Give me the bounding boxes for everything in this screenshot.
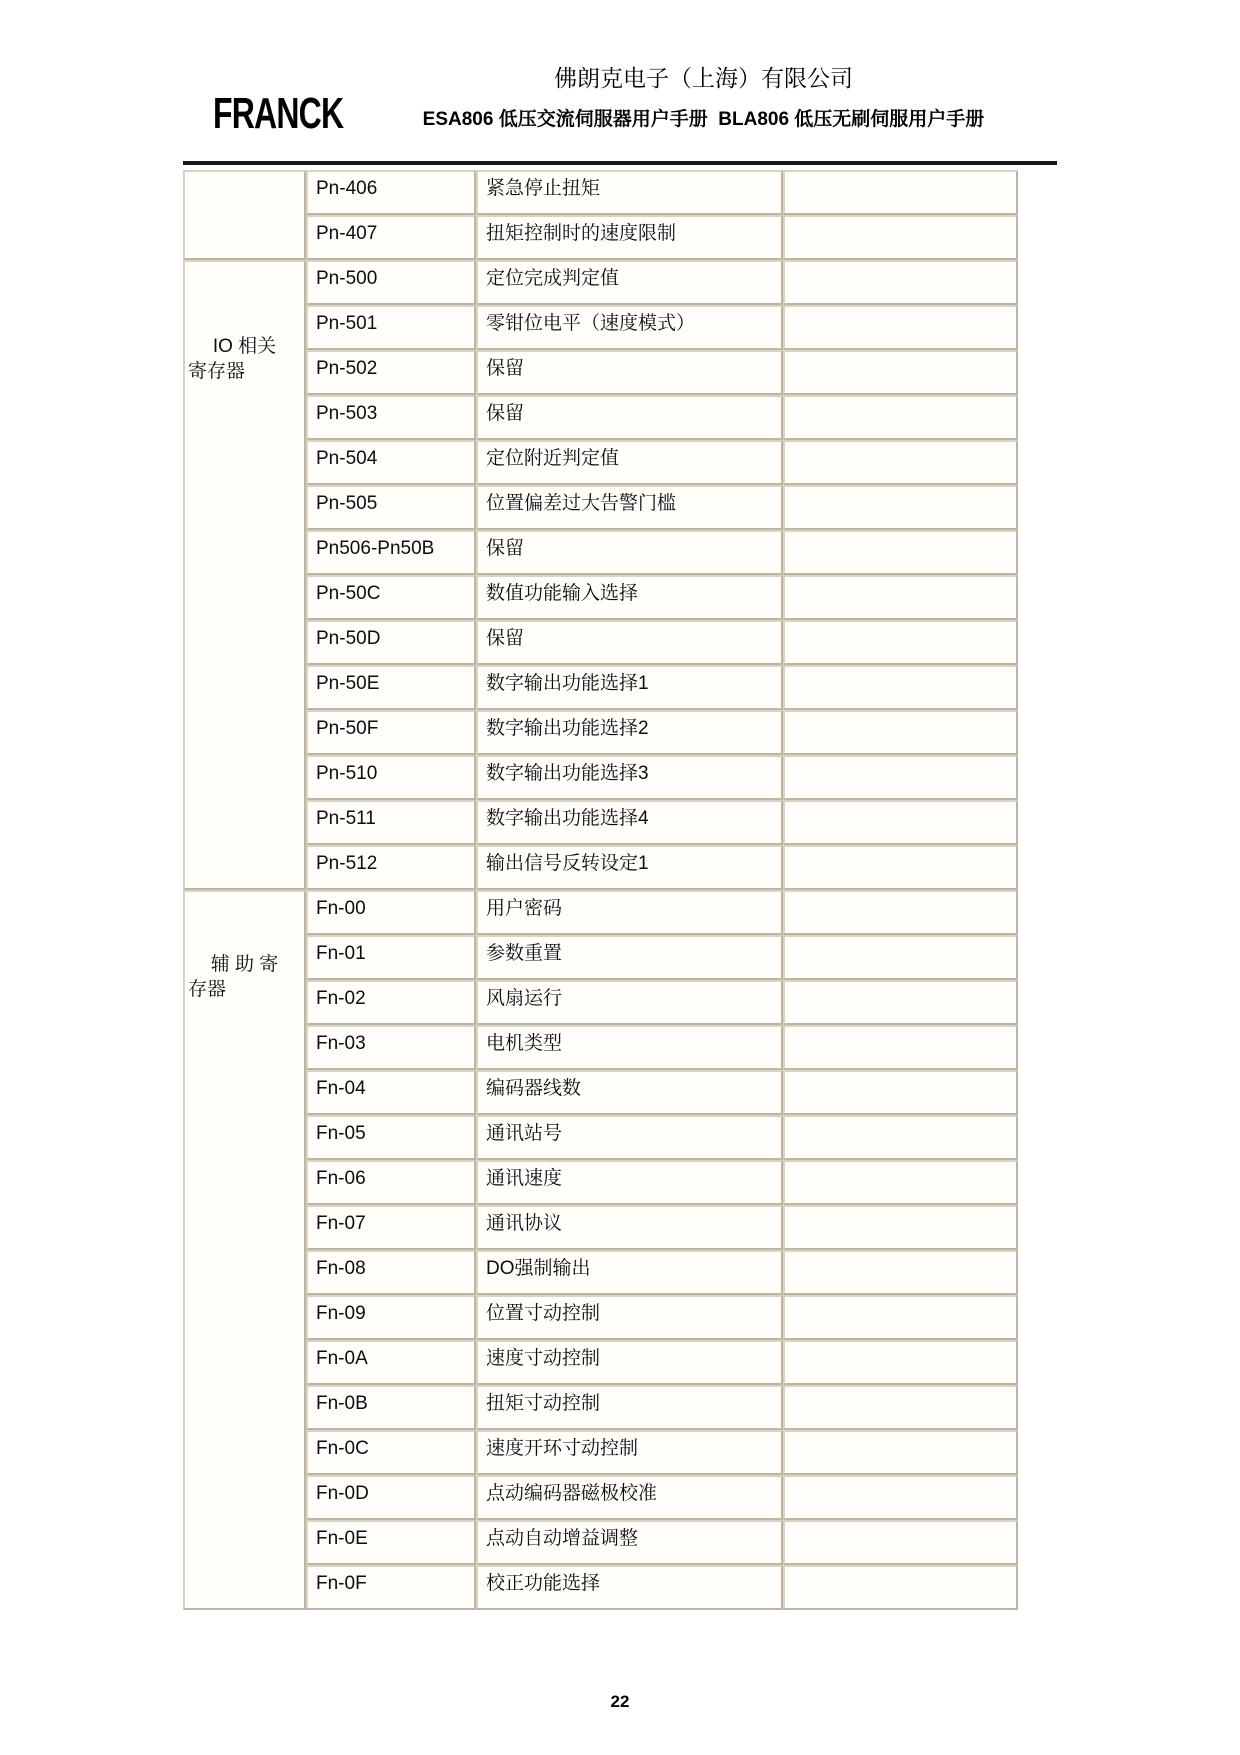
register-id-cell: Pn-504 (306, 440, 476, 485)
register-value-cell (783, 935, 1018, 980)
table-row (183, 485, 1018, 530)
register-desc-cell: 零钳位电平（速度模式） (476, 305, 783, 350)
table-row (183, 575, 1018, 620)
register-group-label-line: 存器 (188, 979, 227, 1000)
table-row (183, 170, 1018, 215)
register-id-cell: Fn-02 (306, 980, 476, 1025)
register-id-cell: Pn506-Pn50B (306, 530, 476, 575)
register-id-cell: Fn-00 (306, 890, 476, 935)
register-id-cell: Fn-01 (306, 935, 476, 980)
register-id-cell: Pn-50F (306, 710, 476, 755)
register-desc-cell: 定位完成判定值 (476, 260, 783, 305)
register-id-cell: Fn-0F (306, 1565, 476, 1610)
register-id-cell: Pn-50C (306, 575, 476, 620)
register-desc-cell: 保留 (476, 395, 783, 440)
register-desc-cell: 通讯协议 (476, 1205, 783, 1250)
register-id-cell: Fn-06 (306, 1160, 476, 1205)
register-id-cell: Pn-501 (306, 305, 476, 350)
register-value-cell (783, 1160, 1018, 1205)
table-row (183, 1205, 1018, 1250)
register-group-label (185, 892, 304, 1002)
register-value-cell (783, 260, 1018, 305)
register-group-cell (183, 170, 306, 260)
register-desc-cell: 用户密码 (476, 890, 783, 935)
table-row (183, 1430, 1018, 1475)
register-desc-cell: 紧急停止扭矩 (476, 170, 783, 215)
table-row (183, 1160, 1018, 1205)
register-desc-cell: 数字输出功能选择1 (476, 665, 783, 710)
register-value-cell (783, 845, 1018, 890)
register-id-cell: Fn-03 (306, 1025, 476, 1070)
franck-logo: FRANCK (213, 90, 344, 138)
register-id-cell: Pn-510 (306, 755, 476, 800)
page-number: 22 (610, 1692, 630, 1711)
register-value-cell (783, 1205, 1018, 1250)
register-id-cell: Fn-0C (306, 1430, 476, 1475)
register-value-cell (783, 350, 1018, 395)
table-row (183, 620, 1018, 665)
register-desc-cell: 数字输出功能选择2 (476, 710, 783, 755)
register-value-cell (783, 440, 1018, 485)
table-row (183, 350, 1018, 395)
register-desc-cell: 保留 (476, 530, 783, 575)
register-desc-cell: 通讯速度 (476, 1160, 783, 1205)
table-row (183, 935, 1018, 980)
register-desc-cell: 数值功能输入选择 (476, 575, 783, 620)
register-value-cell (783, 530, 1018, 575)
table-row (183, 1520, 1018, 1565)
table-row (183, 1385, 1018, 1430)
register-desc-cell: 点动自动增益调整 (476, 1520, 783, 1565)
register-value-cell (783, 215, 1018, 260)
register-value-cell (783, 485, 1018, 530)
register-id-cell: Fn-0B (306, 1385, 476, 1430)
register-value-cell (783, 1070, 1018, 1115)
register-value-cell (783, 1565, 1018, 1610)
register-desc-cell: 速度开环寸动控制 (476, 1430, 783, 1475)
register-id-cell: Pn-505 (306, 485, 476, 530)
table-row (183, 440, 1018, 485)
table-row (183, 1115, 1018, 1160)
register-table-body (183, 170, 1018, 1610)
register-value-cell (783, 1115, 1018, 1160)
register-desc-cell: 通讯站号 (476, 1115, 783, 1160)
register-desc-cell: 扭矩寸动控制 (476, 1385, 783, 1430)
register-value-cell (783, 170, 1018, 215)
register-value-cell (783, 980, 1018, 1025)
table-row (183, 980, 1018, 1025)
register-value-cell (783, 1295, 1018, 1340)
register-group-label (185, 262, 304, 384)
register-desc-cell: 速度寸动控制 (476, 1340, 783, 1385)
register-id-cell: Pn-503 (306, 395, 476, 440)
table-row (183, 1295, 1018, 1340)
table-row (183, 845, 1018, 890)
register-value-cell (783, 710, 1018, 755)
register-group-label-line: IO 相关 (212, 336, 277, 357)
register-desc-cell: 保留 (476, 620, 783, 665)
table-row (183, 530, 1018, 575)
register-value-cell (783, 1430, 1018, 1475)
company-name: 佛朗克电子（上海）有限公司 (554, 65, 853, 91)
register-group-label-line: 寄存器 (188, 361, 246, 382)
register-id-cell: Pn-502 (306, 350, 476, 395)
register-value-cell (783, 575, 1018, 620)
table-row (183, 890, 1018, 935)
register-desc-cell: 位置寸动控制 (476, 1295, 783, 1340)
register-desc-cell: 编码器线数 (476, 1070, 783, 1115)
table-row (183, 1070, 1018, 1115)
register-value-cell (783, 620, 1018, 665)
table-row (183, 1025, 1018, 1070)
register-id-cell: Fn-09 (306, 1295, 476, 1340)
register-desc-cell: DO强制输出 (476, 1250, 783, 1295)
register-id-cell: Pn-50D (306, 620, 476, 665)
register-value-cell (783, 1385, 1018, 1430)
register-group-cell (183, 260, 306, 890)
register-desc-cell: 输出信号反转设定1 (476, 845, 783, 890)
register-id-cell: Pn-511 (306, 800, 476, 845)
table-row (183, 1475, 1018, 1520)
register-group-label-line: 辅 助 寄 (210, 954, 279, 975)
table-row (183, 755, 1018, 800)
table-row (183, 260, 1018, 305)
register-value-cell (783, 1025, 1018, 1070)
table-row (183, 1565, 1018, 1610)
table-row (183, 1340, 1018, 1385)
register-desc-cell: 保留 (476, 350, 783, 395)
register-desc-cell: 数字输出功能选择3 (476, 755, 783, 800)
register-value-cell (783, 1250, 1018, 1295)
register-desc-cell: 点动编码器磁极校准 (476, 1475, 783, 1520)
register-id-cell: Fn-05 (306, 1115, 476, 1160)
table-row (183, 1250, 1018, 1295)
register-value-cell (783, 890, 1018, 935)
register-id-cell: Fn-04 (306, 1070, 476, 1115)
register-id-cell: Fn-0E (306, 1520, 476, 1565)
table-row (183, 305, 1018, 350)
table-row (183, 710, 1018, 755)
register-group-cell (183, 890, 306, 1610)
manual-titles: ESA806 低压交流伺服器用户手册 BLA806 低压无刷伺服用户手册 (422, 109, 985, 130)
register-id-cell: Pn-500 (306, 260, 476, 305)
register-desc-cell: 数字输出功能选择4 (476, 800, 783, 845)
register-desc-cell: 扭矩控制时的速度限制 (476, 215, 783, 260)
table-row (183, 665, 1018, 710)
register-id-cell: Pn-512 (306, 845, 476, 890)
register-value-cell (783, 305, 1018, 350)
register-desc-cell: 电机类型 (476, 1025, 783, 1070)
table-row (183, 800, 1018, 845)
register-value-cell (783, 395, 1018, 440)
register-id-cell: Fn-07 (306, 1205, 476, 1250)
register-value-cell (783, 800, 1018, 845)
register-value-cell (783, 1340, 1018, 1385)
register-desc-cell: 参数重置 (476, 935, 783, 980)
register-value-cell (783, 1520, 1018, 1565)
register-id-cell: Pn-407 (306, 215, 476, 260)
register-id-cell: Fn-0A (306, 1340, 476, 1385)
register-id-cell: Pn-50E (306, 665, 476, 710)
table-row (183, 395, 1018, 440)
register-desc-cell: 位置偏差过大告警门槛 (476, 485, 783, 530)
register-value-cell (783, 665, 1018, 710)
register-desc-cell: 校正功能选择 (476, 1565, 783, 1610)
register-id-cell: Pn-406 (306, 170, 476, 215)
register-value-cell (783, 755, 1018, 800)
header-rule (183, 161, 1057, 165)
register-table (183, 170, 1018, 1610)
register-id-cell: Fn-08 (306, 1250, 476, 1295)
register-id-cell: Fn-0D (306, 1475, 476, 1520)
register-value-cell (783, 1475, 1018, 1520)
register-desc-cell: 风扇运行 (476, 980, 783, 1025)
register-desc-cell: 定位附近判定值 (476, 440, 783, 485)
table-row (183, 215, 1018, 260)
